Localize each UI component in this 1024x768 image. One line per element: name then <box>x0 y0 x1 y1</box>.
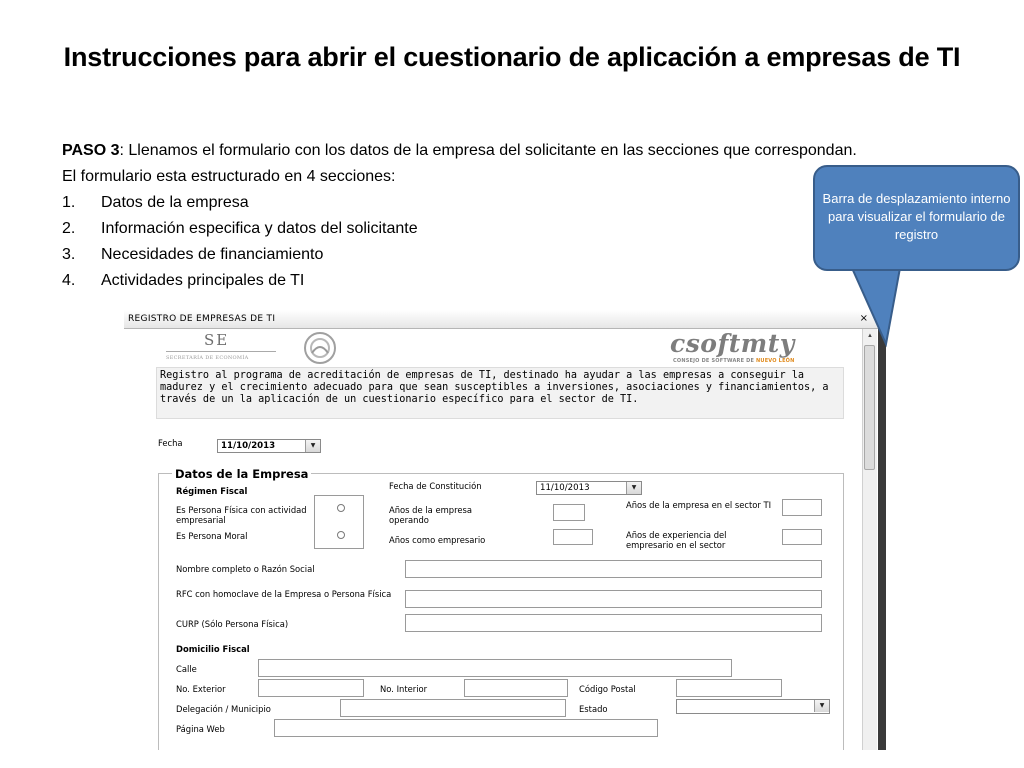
close-icon[interactable]: × <box>859 313 868 324</box>
list-label: Información especifica y datos del solicitante <box>101 220 418 237</box>
regimen-radio-group <box>314 495 364 549</box>
persona-fisica-radio[interactable] <box>337 504 345 512</box>
anios-empresario-label: Años como empresario <box>389 535 486 545</box>
anios-empresario-input[interactable] <box>553 529 593 545</box>
structure-text: El formulario esta estructurado en 4 secciones: <box>62 168 396 185</box>
delegacion-label: Delegación / Municipio <box>176 704 271 714</box>
list-label: Actividades principales de TI <box>101 272 305 289</box>
se-logo <box>166 331 276 367</box>
scrollbar-thumb[interactable] <box>864 345 875 470</box>
calle-input[interactable] <box>258 659 732 677</box>
persona-moral-radio[interactable] <box>337 531 345 539</box>
rfc-input[interactable] <box>405 590 822 608</box>
section-title: Datos de la Empresa <box>172 467 311 481</box>
fecha-value: 11/10/2013 <box>221 441 276 451</box>
domicilio-fiscal-label: Domicilio Fiscal <box>176 644 250 654</box>
pagina-web-input[interactable] <box>274 719 658 737</box>
no-exterior-label: No. Exterior <box>176 684 226 694</box>
window-title: REGISTRO DE EMPRESAS DE TI <box>128 314 276 324</box>
no-exterior-input[interactable] <box>258 679 364 697</box>
slide-title: Instrucciones para abrir el cuestionario de aplicación a empresas de TI <box>63 42 961 72</box>
calle-label: Calle <box>176 664 197 674</box>
step-paragraph <box>62 138 982 164</box>
chevron-down-icon[interactable]: ▼ <box>626 482 641 494</box>
list-label: Datos de la empresa <box>101 194 249 211</box>
list-label: Necesidades de financiamiento <box>101 246 324 263</box>
anios-experiencia-label: Años de experiencia del empresario en el sector <box>626 530 727 550</box>
estado-select[interactable] <box>676 699 830 714</box>
chevron-down-icon[interactable]: ▼ <box>305 440 320 452</box>
callout-box: Barra de desplazamiento interno para visualizar el formulario de registro <box>813 165 1020 271</box>
form-window-screenshot <box>124 310 890 750</box>
codigo-postal-label: Código Postal <box>579 684 636 694</box>
header-logos <box>124 329 864 371</box>
anios-empresa-input[interactable] <box>553 504 585 521</box>
pagina-web-label: Página Web <box>176 724 225 734</box>
list-number: 1. <box>62 194 76 211</box>
list-item <box>62 268 982 294</box>
fecha-constitucion-label: Fecha de Constitución <box>389 481 482 491</box>
persona-fisica-label: Es Persona Física con actividad empresarial <box>176 505 307 525</box>
curp-label: CURP (Sólo Persona Física) <box>176 619 289 629</box>
estado-label: Estado <box>579 704 608 714</box>
anios-sector-input[interactable] <box>782 499 822 516</box>
anios-sector-label: Años de la empresa en el sector TI <box>626 500 772 510</box>
nombre-label: Nombre completo o Razón Social <box>176 564 315 574</box>
window-titlebar <box>124 310 890 329</box>
intro-text: Registro al programa de acreditación de empresas de TI, destinado ha ayudar a las empresas a conseguir la madurez y el crecimiento adecuado para que sean susceptibles a inversiones, asociaciones y financiamientos, a través de un la aplicación de un cuestionario específico para el sector de TI. <box>156 367 844 419</box>
anios-empresa-label: Años de la empresa operando <box>389 505 472 525</box>
list-number: 2. <box>62 220 76 237</box>
anios-experiencia-input[interactable] <box>782 529 822 545</box>
rfc-label: RFC con homoclave de la Empresa o Persona Física <box>176 589 392 599</box>
list-number: 4. <box>62 272 76 289</box>
window-edge <box>878 329 886 750</box>
no-interior-input[interactable] <box>464 679 568 697</box>
csoftmty-logo: csoftmty <box>670 329 795 358</box>
no-interior-label: No. Interior <box>380 684 428 694</box>
mexico-seal-icon <box>302 331 338 365</box>
csoftmty-subtext: CONSEJO DE SOFTWARE DE NUEVO LEÓN <box>673 358 795 364</box>
delegacion-input[interactable] <box>340 699 566 717</box>
fecha-constitucion-value: 11/10/2013 <box>540 483 590 493</box>
scroll-up-icon[interactable]: ▲ <box>867 333 873 339</box>
step-label: PASO 3 <box>62 142 120 159</box>
step-text: : Llenamos el formulario con los datos de la empresa del solicitante en las secciones que correspondan. <box>119 142 857 159</box>
se-logo-text: SE <box>204 331 230 349</box>
fecha-constitucion-select[interactable] <box>536 481 642 495</box>
codigo-postal-input[interactable] <box>676 679 782 697</box>
internal-scrollbar[interactable] <box>862 329 877 750</box>
chevron-down-icon[interactable]: ▼ <box>814 700 829 712</box>
se-logo-subtext: SECRETARÍA DE ECONOMÍA <box>166 355 249 361</box>
regimen-fiscal-label: Régimen Fiscal <box>176 486 248 496</box>
callout-pointer <box>850 268 910 348</box>
persona-moral-label: Es Persona Moral <box>176 531 248 541</box>
curp-input[interactable] <box>405 614 822 632</box>
fecha-label: Fecha <box>158 438 183 448</box>
fecha-select[interactable] <box>217 439 321 453</box>
nombre-input[interactable] <box>405 560 822 578</box>
list-number: 3. <box>62 246 76 263</box>
